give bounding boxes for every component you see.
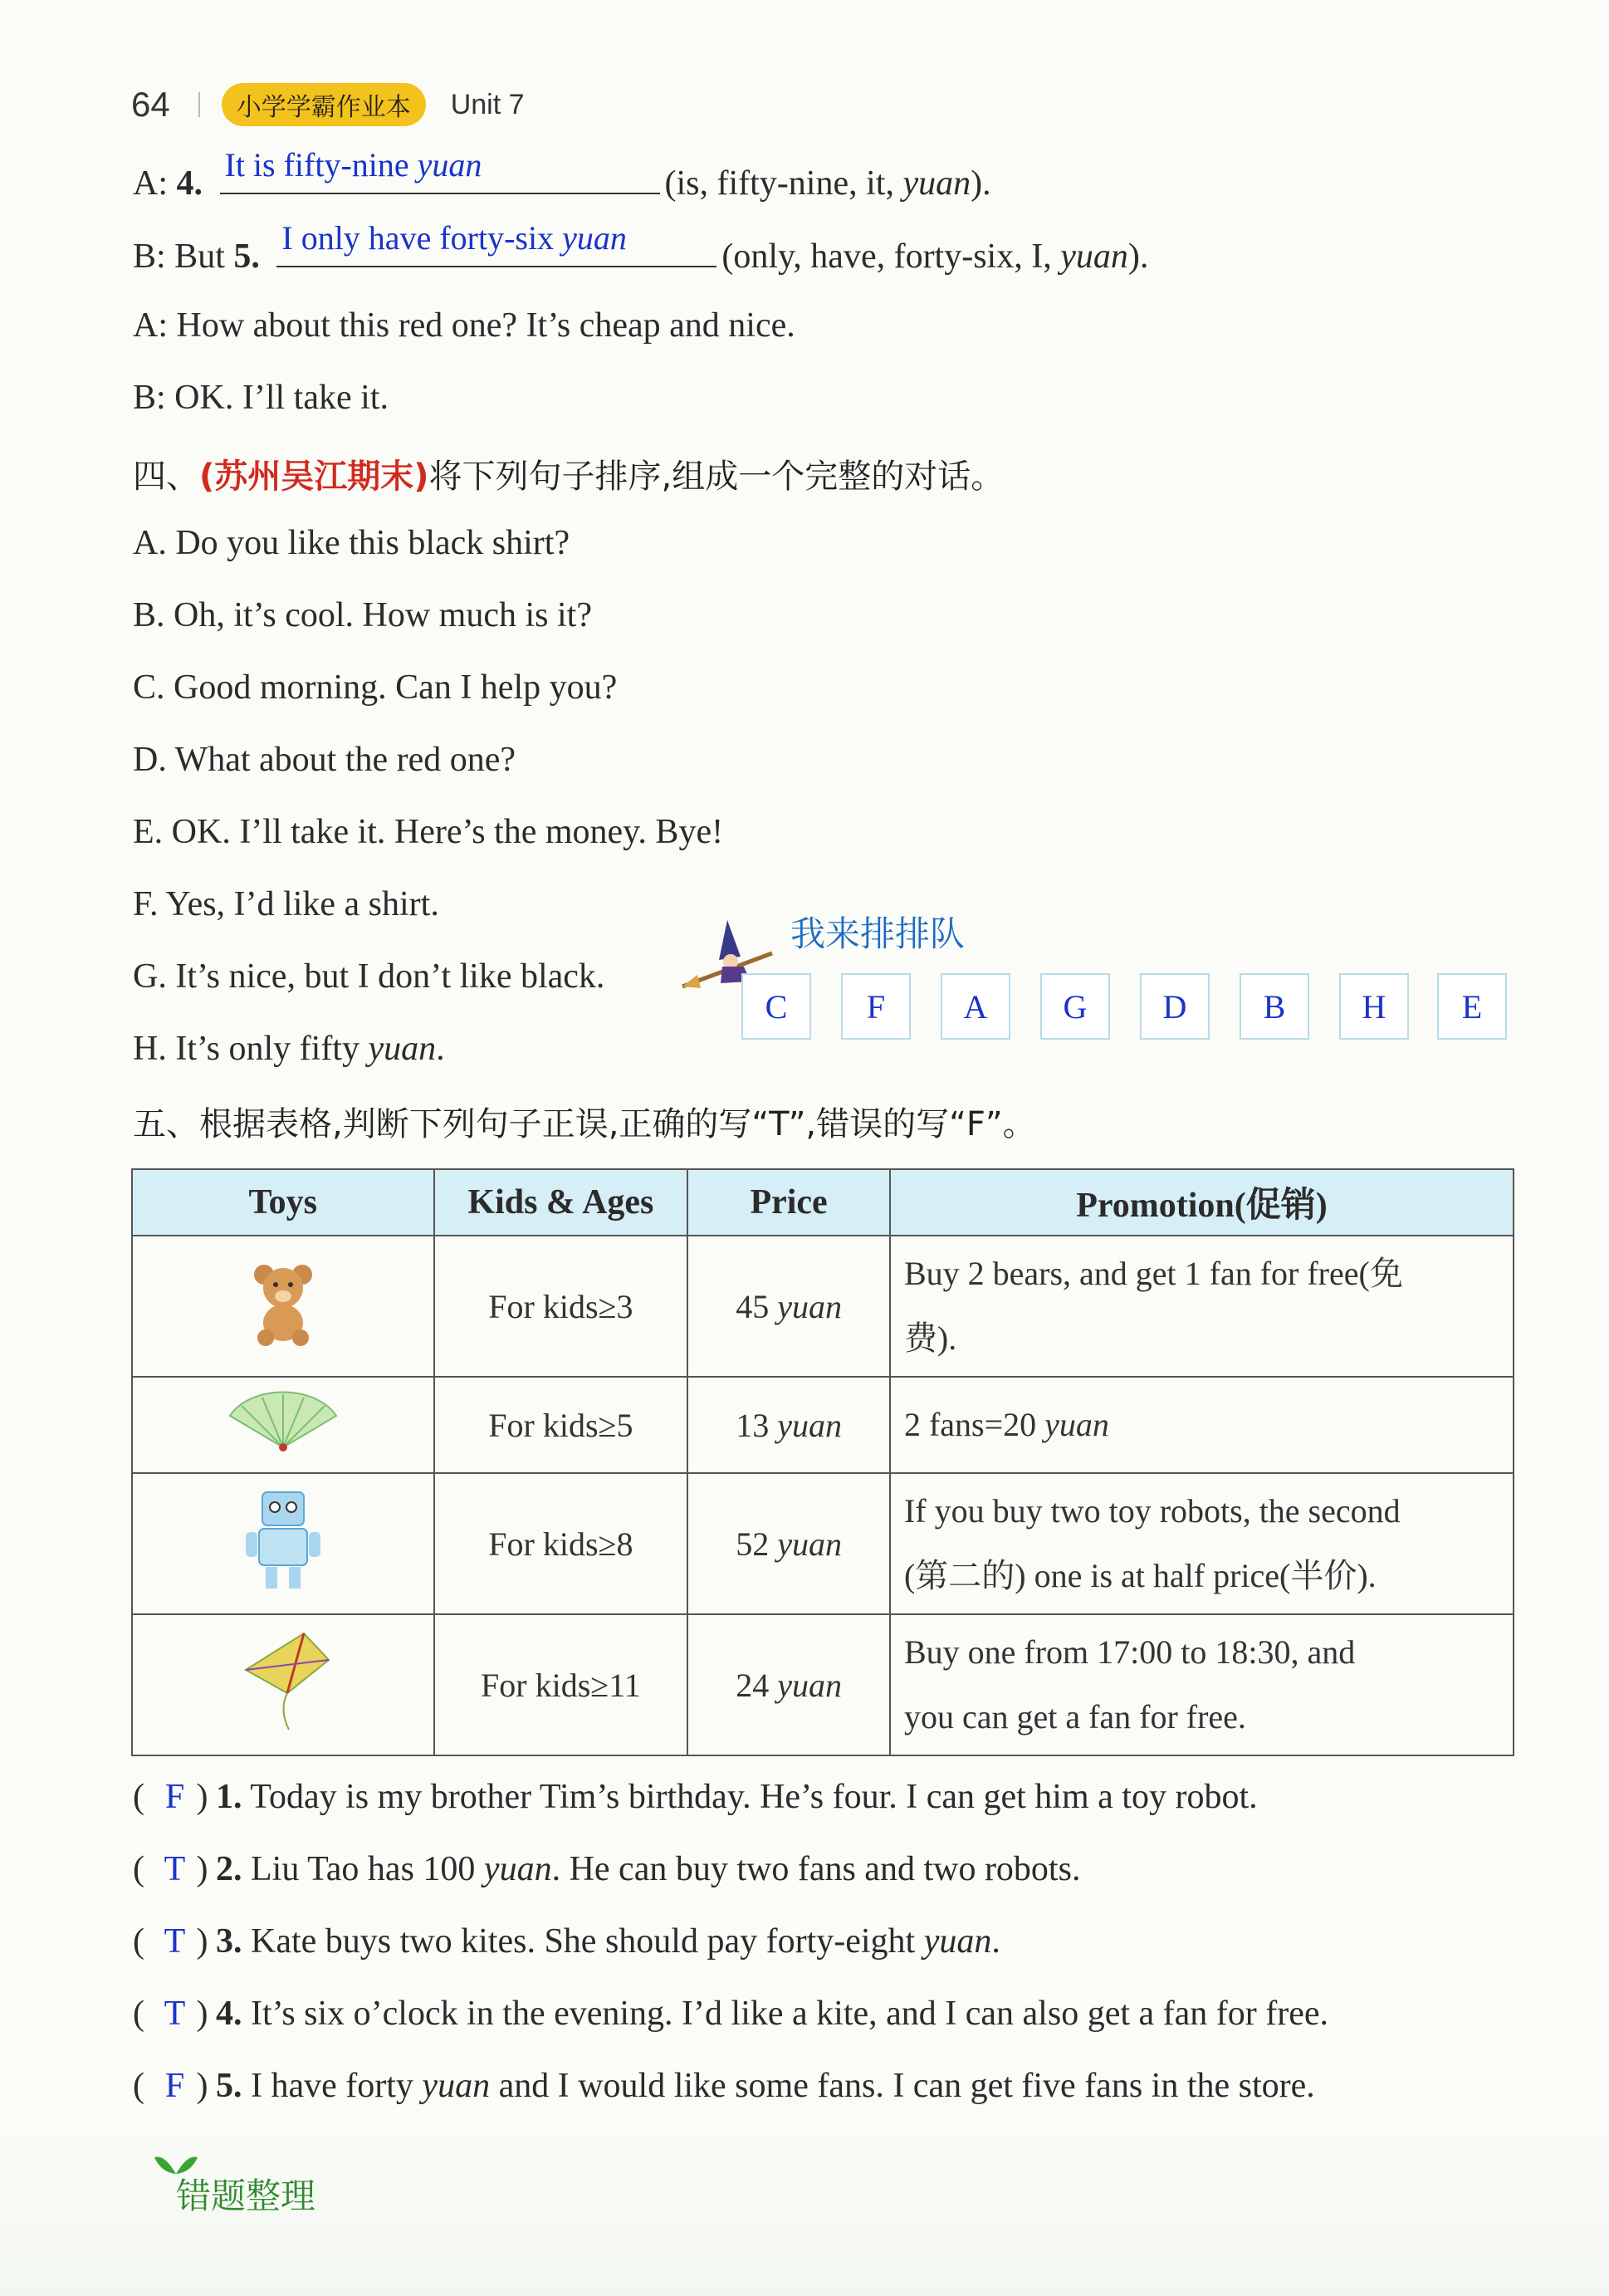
order-box-4[interactable]: G: [1040, 973, 1110, 1040]
answer-paren[interactable]: ( T ): [133, 1995, 208, 2033]
toy-cell: [132, 1473, 434, 1614]
toy-price-table: [131, 1168, 1514, 1756]
toy-cell: [132, 1236, 434, 1377]
table-row: [132, 1236, 1514, 1377]
sentence-h: H. It’s only fifty yuan.: [133, 1030, 445, 1068]
section-4-heading: 四、(苏州吴江期末)将下列句子排序,组成一个完整的对话。: [133, 458, 1005, 496]
page-header: [131, 81, 525, 128]
answer-paren[interactable]: ( T ): [133, 1850, 208, 1888]
table-row: [132, 1614, 1514, 1755]
sentence-b: B. Oh, it’s cool. How much is it?: [133, 596, 592, 634]
header-price: Price: [687, 1169, 890, 1236]
word-hint-5: (only, have, forty-six, I, yuan).: [721, 237, 1149, 276]
sentence-e: E. OK. I’ll take it. Here’s the money. Bye!: [133, 813, 724, 851]
price-cell: 13 yuan: [687, 1377, 890, 1473]
ages-cell: For kids≥3: [434, 1236, 688, 1377]
ages-cell: For kids≥11: [434, 1614, 688, 1755]
table-row: [132, 1377, 1514, 1473]
toy-cell: [132, 1377, 434, 1473]
speaker-a: A:: [133, 164, 168, 203]
statement-4: ( T ) 4. It’s six o’clock in the evening. I’d like a kite, and I can also get a fan for free.: [133, 1995, 1329, 2033]
order-box-3[interactable]: A: [941, 973, 1010, 1040]
teddy-bear-icon: [237, 1256, 329, 1348]
word-hint-4: (is, fifty-nine, it, yuan).: [664, 164, 991, 203]
table-header-row: [132, 1169, 1514, 1236]
dialogue-line-6: A: How about this red one? It’s cheap and nice.: [133, 306, 795, 345]
book-title-badge: 小学学霸作业本: [222, 83, 426, 126]
promotion-cell: If you buy two toy robots, the second (第二的) one is at half price(半价).: [890, 1473, 1514, 1614]
handwritten-answer-5: I only have forty-six yuan: [281, 219, 627, 257]
order-box-6[interactable]: B: [1240, 973, 1309, 1040]
sentence-c: C. Good morning. Can I help you?: [133, 668, 618, 707]
order-title: 我来排排队: [790, 913, 966, 954]
unit-label: Unit 7: [450, 88, 525, 120]
ages-cell: For kids≥8: [434, 1473, 688, 1614]
source-tag: (苏州吴江期末): [199, 458, 429, 496]
order-box-1[interactable]: C: [741, 973, 811, 1040]
statement-3: ( T ) 3. Kate buys two kites. She should pay forty-eight yuan.: [133, 1922, 1000, 1961]
price-cell: 24 yuan: [687, 1614, 890, 1755]
sentence-a: A. Do you like this black shirt?: [133, 524, 570, 562]
promotion-cell: Buy 2 bears, and get 1 fan for free(免 费).: [890, 1236, 1514, 1377]
question-number: 4.: [176, 164, 203, 203]
page-number: 64: [131, 85, 170, 124]
price-cell: 52 yuan: [687, 1473, 890, 1614]
price-cell: 45 yuan: [687, 1236, 890, 1377]
promotion-cell: 2 fans=20 yuan: [890, 1377, 1514, 1473]
section-5-heading: 五、根据表格,判断下列句子正误,正确的写“T”,错误的写“F”。: [133, 1105, 1036, 1143]
sentence-g: G. It’s nice, but I don’t like black.: [133, 957, 605, 996]
order-box-8[interactable]: E: [1437, 973, 1507, 1040]
sentence-f: F. Yes, I’d like a shirt.: [133, 885, 439, 923]
order-box-5[interactable]: D: [1140, 973, 1210, 1040]
speaker-b: B: But: [133, 237, 225, 276]
order-box-2[interactable]: F: [841, 973, 911, 1040]
kite-icon: [229, 1627, 337, 1735]
mistake-review-label: 错题整理: [176, 2176, 316, 2216]
answer-blank-4[interactable]: [220, 146, 660, 194]
header-divider: [198, 92, 200, 117]
fan-icon: [225, 1388, 341, 1454]
answer-paren[interactable]: ( F ): [133, 2067, 208, 2105]
answer-paren[interactable]: ( T ): [133, 1922, 208, 1961]
sentence-d: D. What about the red one?: [133, 741, 516, 779]
robot-icon: [237, 1486, 329, 1593]
statement-1: ( F ) 1. Today is my brother Tim’s birthday. He’s four. I can get him a toy robot.: [133, 1778, 1258, 1816]
handwritten-answer-4: It is fifty-nine yuan: [224, 146, 482, 184]
header-promotion: Promotion(促销): [890, 1169, 1514, 1236]
dialogue-line-5: [133, 219, 1149, 277]
question-number: 5.: [233, 237, 260, 276]
answer-blank-5[interactable]: [276, 219, 716, 267]
header-toys: Toys: [132, 1169, 434, 1236]
statement-5: ( F ) 5. I have forty yuan and I would like some fans. I can get five fans in the store.: [133, 2067, 1315, 2105]
statement-2: ( T ) 2. Liu Tao has 100 yuan. He can buy two fans and two robots.: [133, 1850, 1081, 1888]
answer-paren[interactable]: ( F ): [133, 1778, 208, 1816]
dialogue-line-7: B: OK. I’ll take it.: [133, 379, 389, 417]
table-row: [132, 1473, 1514, 1614]
order-box-7[interactable]: H: [1339, 973, 1409, 1040]
dialogue-line-4: [133, 146, 991, 203]
header-kids-ages: Kids & Ages: [434, 1169, 688, 1236]
toy-cell: [132, 1614, 434, 1755]
ages-cell: For kids≥5: [434, 1377, 688, 1473]
promotion-cell: Buy one from 17:00 to 18:30, and you can get a fan for free.: [890, 1614, 1514, 1755]
